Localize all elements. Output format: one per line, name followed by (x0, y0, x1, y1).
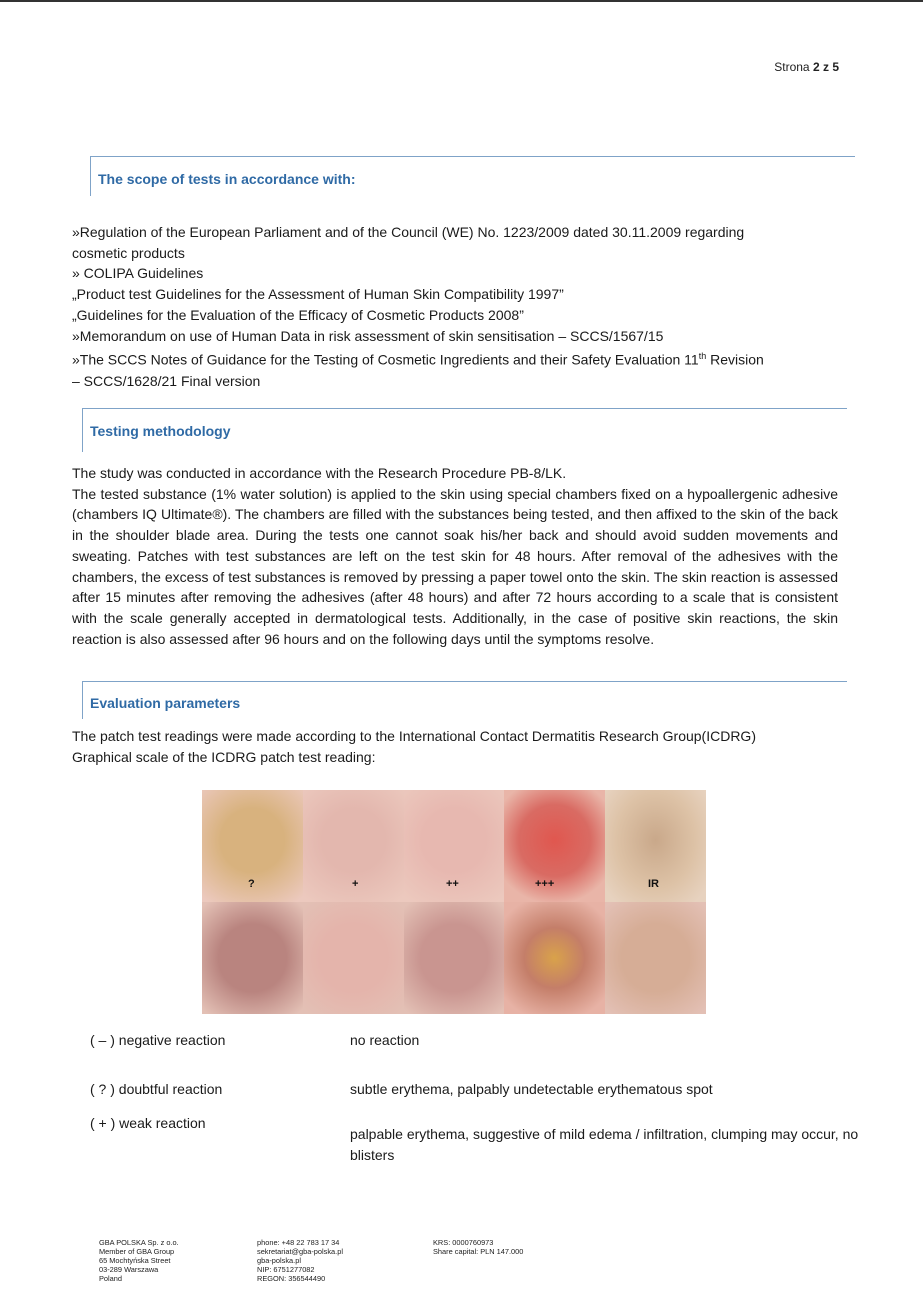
methodology-para1: The study was conducted in accordance with the Research Procedure PB-8/LK. (72, 465, 567, 481)
reaction-term-doubtful: ( ? ) doubtful reaction (90, 1081, 223, 1097)
photo-cell-4-bottom (504, 902, 605, 1014)
page-number: Strona 2 z 5 (774, 60, 839, 74)
evaluation-title: Evaluation parameters (90, 695, 241, 711)
methodology-para2: The tested substance (1% water solution) is applied to the skin using special chambers fixed on a hypoallergenic adhesive (chambers IQ Ultimate®). The chambers are filled with the substances being tested, and then affixed to the skin of the back in the shoulder blade area. During the tests one cannot soak his/her back and should avoid sudden movements and sweating. Patches with test substances are left on the test skin for 48 hours. After removal of the adhesives with the chambers, the excess of test substances is removed by pressing a paper towel onto the skin. The skin reaction is assessed after 15 minutes after removing the adhesives (after 48 hours) and after 72 hours according to a scale that is consistent with the scale generally accepted in dermatological tests. Additionally, in the case of positive skin reactions, the skin reaction is also assessed after 96 hours and on the following days until the symptoms resolve. (72, 485, 838, 647)
evaluation-intro (72, 726, 862, 767)
reaction-desc-weak: palpable erythema, suggestive of mild edema / infiltration, clumping may occur, no blisters (350, 1126, 859, 1163)
grade-label-weak: + (352, 878, 359, 890)
methodology-title: Testing methodology (90, 423, 231, 439)
photo-cell-5-bottom (605, 902, 706, 1014)
footer-line: GBA POLSKA Sp. z o.o. (99, 1238, 179, 1247)
footer-line: REGON: 356544490 (257, 1274, 326, 1283)
grade-label-irritant: IR (648, 878, 659, 890)
footer-line: NIP: 6751277082 (257, 1265, 315, 1274)
grade-label-doubtful: ? (248, 878, 255, 890)
scope-list (72, 222, 862, 391)
scope-line: cosmetic products (72, 244, 185, 261)
reaction-term-negative: ( – ) negative reaction (90, 1032, 226, 1048)
methodology-text (72, 463, 838, 649)
footer-line: 65 Mochtyńska Street (99, 1256, 171, 1265)
footer-line: phone: +48 22 783 17 34 (257, 1238, 340, 1247)
footer-registry (433, 1238, 523, 1256)
scope-line-sccs: »The SCCS Notes of Guidance for the Testing of Cosmetic Ingredients and their Safety Evaluation 11th Revision (72, 351, 764, 368)
footer-line: sekretariat@gba-polska.pl (257, 1247, 343, 1256)
scope-title: The scope of tests in accordance with: (98, 171, 356, 187)
reaction-term-weak: ( + ) weak reaction (90, 1115, 206, 1131)
scope-line: »Regulation of the European Parliament and of the Council (WE) No. 1223/2009 dated 30.11.2009 regarding (72, 224, 745, 240)
grade-label-extreme: +++ (535, 878, 555, 890)
scope-line: » COLIPA Guidelines (72, 265, 204, 282)
footer-line: Share capital: PLN 147.000 (433, 1247, 524, 1256)
grade-label-strong: ++ (446, 878, 459, 890)
evaluation-line2: Graphical scale of the ICDRG patch test reading: (72, 748, 376, 765)
scope-line: „Product test Guidelines for the Assessment of Human Skin Compatibility 1997” (72, 286, 564, 303)
scope-line: – SCCS/1628/21 Final version (72, 372, 261, 389)
scope-line: „Guidelines for the Evaluation of the Efficacy of Cosmetic Products 2008” (72, 306, 524, 323)
footer-contact (257, 1238, 343, 1283)
evaluation-line1: The patch test readings were made according to the International Contact Dermatitis Research Group(ICDRG) (72, 728, 756, 744)
photo-cell-1-bottom (202, 902, 303, 1014)
scope-line: »Memorandum on use of Human Data in risk assessment of skin sensitisation – SCCS/1567/15 (72, 327, 664, 344)
footer-line: gba-polska.pl (257, 1256, 301, 1265)
photo-cell-2-bottom (303, 902, 404, 1014)
icdrg-scale-photo (202, 790, 706, 1014)
reaction-desc-negative: no reaction (350, 1032, 420, 1048)
photo-cell-4-top (504, 790, 605, 902)
footer-line: KRS: 0000760973 (433, 1238, 494, 1247)
footer-company (99, 1238, 179, 1283)
photo-cell-3-bottom (404, 902, 505, 1014)
reaction-desc-doubtful: subtle erythema, palpably undetectable erythematous spot (350, 1081, 713, 1097)
footer-line: Poland (99, 1274, 123, 1283)
top-border (0, 0, 923, 2)
footer-line: 03-289 Warszawa (99, 1265, 159, 1274)
footer-line: Member of GBA Group (99, 1247, 175, 1256)
